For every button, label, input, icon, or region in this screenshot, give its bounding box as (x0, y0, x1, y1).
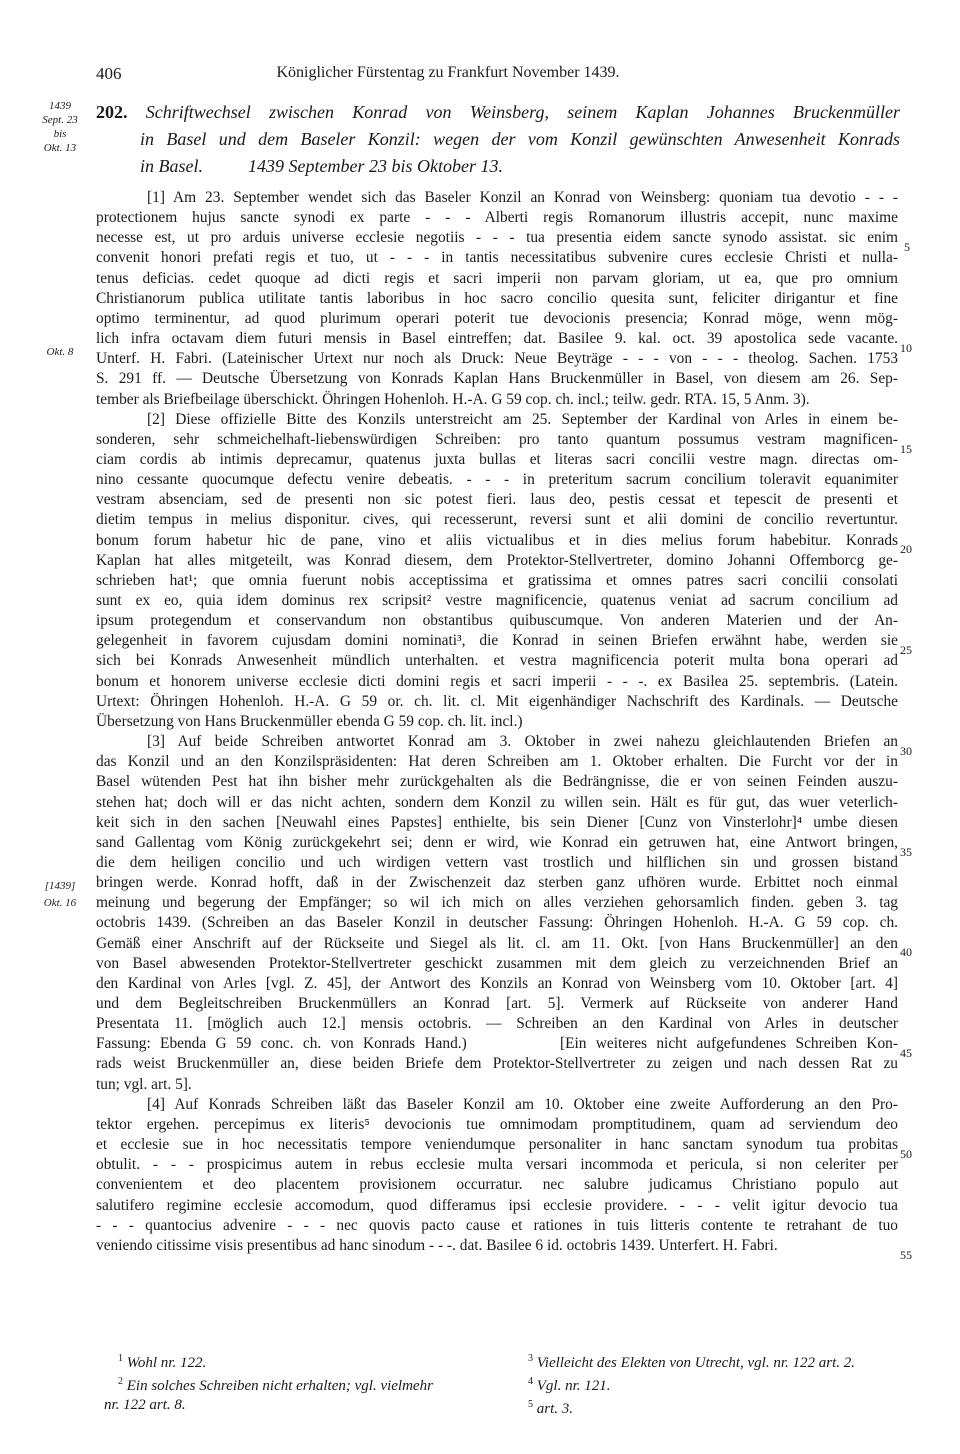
line-number: 45 (900, 1046, 912, 1060)
body-line: stehen hat; doch will er das nicht achten, sondern dem Konzil zu willen sein. Hält es für gut, das wuer veterlich- (96, 793, 898, 811)
footnote-text: Vgl. nr. 121. (536, 1378, 611, 1394)
heading-line: in Basel. 1439 September 23 bis Oktober 13. (140, 156, 503, 176)
line-number: 25 (900, 643, 912, 657)
body-line: veniendo citissime visis presentibus ad hanc sinodum - - -. dat. Basilee 6 id. octobris 1439. Unterfert. H. Fabri. (96, 1236, 778, 1254)
body-line: Kaplan hat alles mitgeteilt, was Konrad diesem, dem Protektor-Stellvertreter, domino Johanni Offemborcg ge- (96, 551, 898, 569)
body-line: rads weist Bruckenmüller an, diese beiden Briefe dem Protektor-Stellvertreter zu zeigen und nach dessen Rat zu (96, 1055, 898, 1073)
margin-note: Sept. 23 (42, 114, 78, 126)
footnote-mark: 1 (118, 1353, 123, 1364)
body-line: protectionem hujus sancte synodi ex parte - - - Alberti regis Romanorum illustris accepit, nunc maxime (96, 209, 898, 227)
page-number: 406 (96, 64, 122, 83)
line-number: 15 (900, 441, 912, 456)
footnote-text: nr. 122 art. 8. (104, 1397, 186, 1413)
margin-note: Okt. 16 (43, 897, 77, 909)
body-line: [4] Auf Konrads Schreiben läßt das Baseler Konzil am 10. Oktober eine zweite Aufforderung an den Pro- (147, 1095, 898, 1113)
body-line: bonum et honorem universe ecclesie dicti domini regis et sacri imperii - - -. ex Basilea 25. septembris. (Latein. (96, 672, 898, 690)
body-line: die dem heiligen concilio und uch wirdigen vettern vast trostlich und hilflichen sin und grossen bistand (96, 853, 898, 871)
body-line: sunt ex eo, quia idem dominus rex scripsit² vestre magnificencie, quatenus veniat ad sacrum concilium ad (96, 592, 898, 609)
body-line: Fassung: Ebenda G 59 conc. ch. von Konrads Hand.) [Ein weiteres nicht aufgefundenes Schreiben Kon- (96, 1035, 898, 1053)
margin-note: Okt. 13 (43, 142, 77, 154)
margin-note: Okt. 8 (46, 346, 74, 358)
body-line: Unterf. H. Fabri. (Lateinischer Urtext nur noch als Druck: Neue Beyträge - - - von - - - theolog. Sachen. 1753 (96, 350, 898, 368)
body-line: nino cessante quocumque defectu venire debeatis. - - - in preteritum sacrum concilium toleravit equanimiter (96, 471, 898, 489)
body-line: Basel wütenden Pest hat ihn bisher mehr zurückgehalten als die Bedrängnisse, die er von seinen Feinden auszu- (96, 773, 898, 791)
footnote-mark: 3 (528, 1353, 533, 1364)
body-line: octobris 1439. (Schreiben an das Baseler Konzil in deutscher Fassung: Öhringen Hohenloh. H.-A. G 59 cop. ch. (96, 914, 898, 932)
line-number: 50 (900, 1146, 912, 1161)
body-line: optimo terminentur, ad quod plurimum operari poterit tue devocionis presencia; Konrad möge, wenn mög- (96, 309, 898, 327)
line-number: 55 (900, 1247, 912, 1262)
line-number: 20 (900, 542, 912, 557)
body-line: von Basel abwesenden Protektor-Stellvertreter geschickt zusammen mit dem gleich zu verzeichnenden Brief an (96, 954, 898, 972)
margin-note: [1439] (44, 880, 76, 892)
body-line: den Kardinal von Arles [vgl. Z. 45], der Antwort des Konzils an Konrad von Weinsberg vom 10. Oktober [art. 4] (96, 974, 898, 992)
body-line: convenit honori prefati regis et tuo, ut - - - in tantis necessitatibus subvenire cures ecclesie Christi et nulla- (96, 249, 898, 267)
body-line: necesse est, ut pro arduis universe ecclesie negotiis - - - tua presentia eidem sancte synodo assistat. sic enim (96, 229, 898, 247)
body-line: tember als Briefbeilage überschickt. Öhringen Hohenloh. H.-A. G 59 cop. ch. incl.; teilw. gedr. RTA. 15, 5 Anm. 3). (96, 390, 810, 408)
line-number: 5 (904, 240, 910, 254)
body-line: Übersetzung von Hans Bruckenmüller ebenda G 59 cop. ch. lit. incl.) (96, 712, 523, 730)
body-line: Presentata 11. [möglich auch 12.] mensis octobris. — Schreiben an den Kardinal von Arles in deutscher (96, 1015, 898, 1033)
body-line: tenus deficias. cedet quoque ad dicti regis et sacri imperii non parvam gloriam, ut ea, que pro omnium (96, 269, 898, 287)
margin-note: 1439 (49, 100, 71, 112)
line-number: 10 (900, 340, 912, 355)
body-line: - - - quantocius advenire - - - nec quovis pacto cause et rationes in tuis litteris contente te retrahant de tuo (96, 1216, 898, 1234)
line-number: 40 (900, 945, 912, 960)
body-line: Christianorum publica utilitate tantis laboribus in hoc sacro concilio quesita sunt, feliciter dirigantur et fine (96, 289, 898, 307)
body-line: [1] Am 23. September wendet sich das Baseler Konzil an Konrad von Weinsberg: quoniam tua devotio - - - (147, 189, 898, 206)
body-line: Gemäß einer Anschrift auf der Rückseite und Siegel als lit. cl. am 11. Okt. [von Hans Bruckenmüller] an den (96, 934, 898, 952)
body-line: Urtext: Öhringen Hohenloh. H.-A. G 59 or. ch. lit. cl. Mit eigenhändiger Nachschrift des Kardinals. — Deutsche (96, 692, 898, 710)
body-line: dietim tempus in melius disponitur. cives, qui recesserunt, reversi sunt et alii domini de concilio revertuntur. (96, 511, 898, 529)
footnote-mark: 2 (118, 1376, 123, 1387)
body-line: ciam cordis ab intimis deprecamur, quatenus juxta bullas et literas sacri concilii vestre magn. directas om- (96, 450, 898, 468)
running-head: Königlicher Fürstentag zu Frankfurt November 1439. (276, 64, 620, 81)
heading-line (96, 100, 900, 124)
body-line: bonum forum habetur hic de pane, vino et aliis victualibus et in dies melius forum habebitur. Konrads (96, 531, 898, 549)
body-line: bringen werde. Konrad hofft, daß in der Zwischenzeit daz sterben ganz ufhören wurde. Erbittet noch einmal (96, 874, 898, 892)
body-line: sand Gallentag vom König zurückgekehrt sei; denn er wird, wie Konrad ein getruwen hat, eine Antwort bringen, (96, 833, 898, 851)
body-line: convenientem et deo placentem provisionem occurratur. nec salubre judicamus Christiano populo aut (96, 1176, 898, 1194)
body-line: vestram absenciam, sed de presenti non sic potest fieri. laus deo, pestis cessat et tepescit de presenti et (96, 491, 898, 509)
document-number: 202. (96, 102, 128, 122)
body-line: [2] Diese offizielle Bitte des Konzils unterstreicht am 25. September der Kardinal von Arles in einem be- (147, 410, 898, 428)
body-line: meinung und begerung der Empfänger; so wil ich mich on alles verziehen gehorsamlich finden. geben 3. tag (96, 894, 898, 912)
line-number: 30 (900, 743, 912, 758)
footnote-text: Ein solches Schreiben nicht erhalten; vgl. vielmehr (126, 1378, 433, 1394)
line-number: 35 (900, 844, 912, 859)
footnote (528, 1394, 573, 1420)
body-line: das Konzil und an den Konzilspräsidenten: Hat deren Schreiben am 1. Oktober erhalten. Die Furcht vor der in (96, 753, 898, 771)
body-line: obtulit. - - - prospicimus autem in rebus ecclesie multa versari incommoda et pericula, si non celeriter per (96, 1156, 898, 1174)
body-line: lich infra octavam diem futuri mensis in Basel eintreffen; dat. Basilee 9. kal. oct. 39 apostolica sede vacante. (96, 330, 898, 348)
body-line: keit sich in den sachen [Neuwahl eines Papstes] enthielte, bis sein Diener [Cunz von Vinsterlohr]⁴ umbe diesen (96, 813, 898, 831)
footnote-text: art. 3. (536, 1401, 574, 1417)
body-line: schrieben hat¹; que omnia fuerunt nobis acceptissima et gratissima et omnes patres sacri concilii consolati (96, 571, 898, 589)
body-line: tektor ergehen. percepimus ex literis⁵ devocionis tue omnimodam promptitudinem, quam ad serviendum deo (96, 1115, 898, 1133)
heading-text: Schriftwechsel zwischen Konrad von Weinsberg, seinem Kaplan Johannes Bruckenmüller (145, 102, 900, 122)
margin-note: bis (53, 128, 67, 140)
footnote-mark: 5 (528, 1399, 533, 1410)
body-line: gelegenheit in favorem cujusdam domini nominati³, die Konrad in seinen Briefen erwähnt habe, werden sie (96, 632, 898, 650)
body-line: salutifero regimine ecclesie accomodum, quod differamus ipsi ecclesie providere. - - - velit igitur devocio tua (96, 1196, 898, 1214)
body-line: ipsum protegendum et conservandum non obstantibus quibuscumque. Von anderen Materien und der An- (96, 612, 898, 630)
body-line: [3] Auf beide Schreiben antwortet Konrad am 3. Oktober in zwei nahezu gleichlautenden Briefen an (147, 733, 898, 751)
footnote (104, 1394, 186, 1416)
body-line: sich bei Konrads Anwesenheit mündlich unterhalten. et vestra magnificencia poterit multa bona operari ad (96, 652, 898, 670)
body-line: und dem Begleitschreiben Bruckenmüllers an Konrad [art. 5]. Vermerk auf Rückseite von anderer Hand (96, 995, 898, 1012)
footnote-text: Vielleicht des Elekten von Utrecht, vgl. nr. 122 art. 2. (536, 1355, 856, 1371)
heading-line: in Basel und dem Baseler Konzil: wegen der vom Konzil gewünschten Anwesenheit Konrads (140, 129, 900, 149)
body-line: et ecclesie sue in hoc necessitatis tempore veniendumque personaliter in hanc sanctam synodum tua probitas (96, 1136, 898, 1154)
footnote-mark: 4 (528, 1376, 533, 1387)
body-line: S. 291 ff. — Deutsche Übersetzung von Konrads Kaplan Hans Bruckenmüller in Basel, von diesem am 26. Sep- (96, 370, 898, 388)
body-line: tun; vgl. art. 5]. (96, 1075, 192, 1093)
footnote-text: Wohl nr. 122. (126, 1355, 207, 1371)
body-line: sonderen, sehr schmeichelhaft-liebenswürdigen Schreiben: pro tanto quantum possumus vestram magnificen- (96, 430, 898, 448)
